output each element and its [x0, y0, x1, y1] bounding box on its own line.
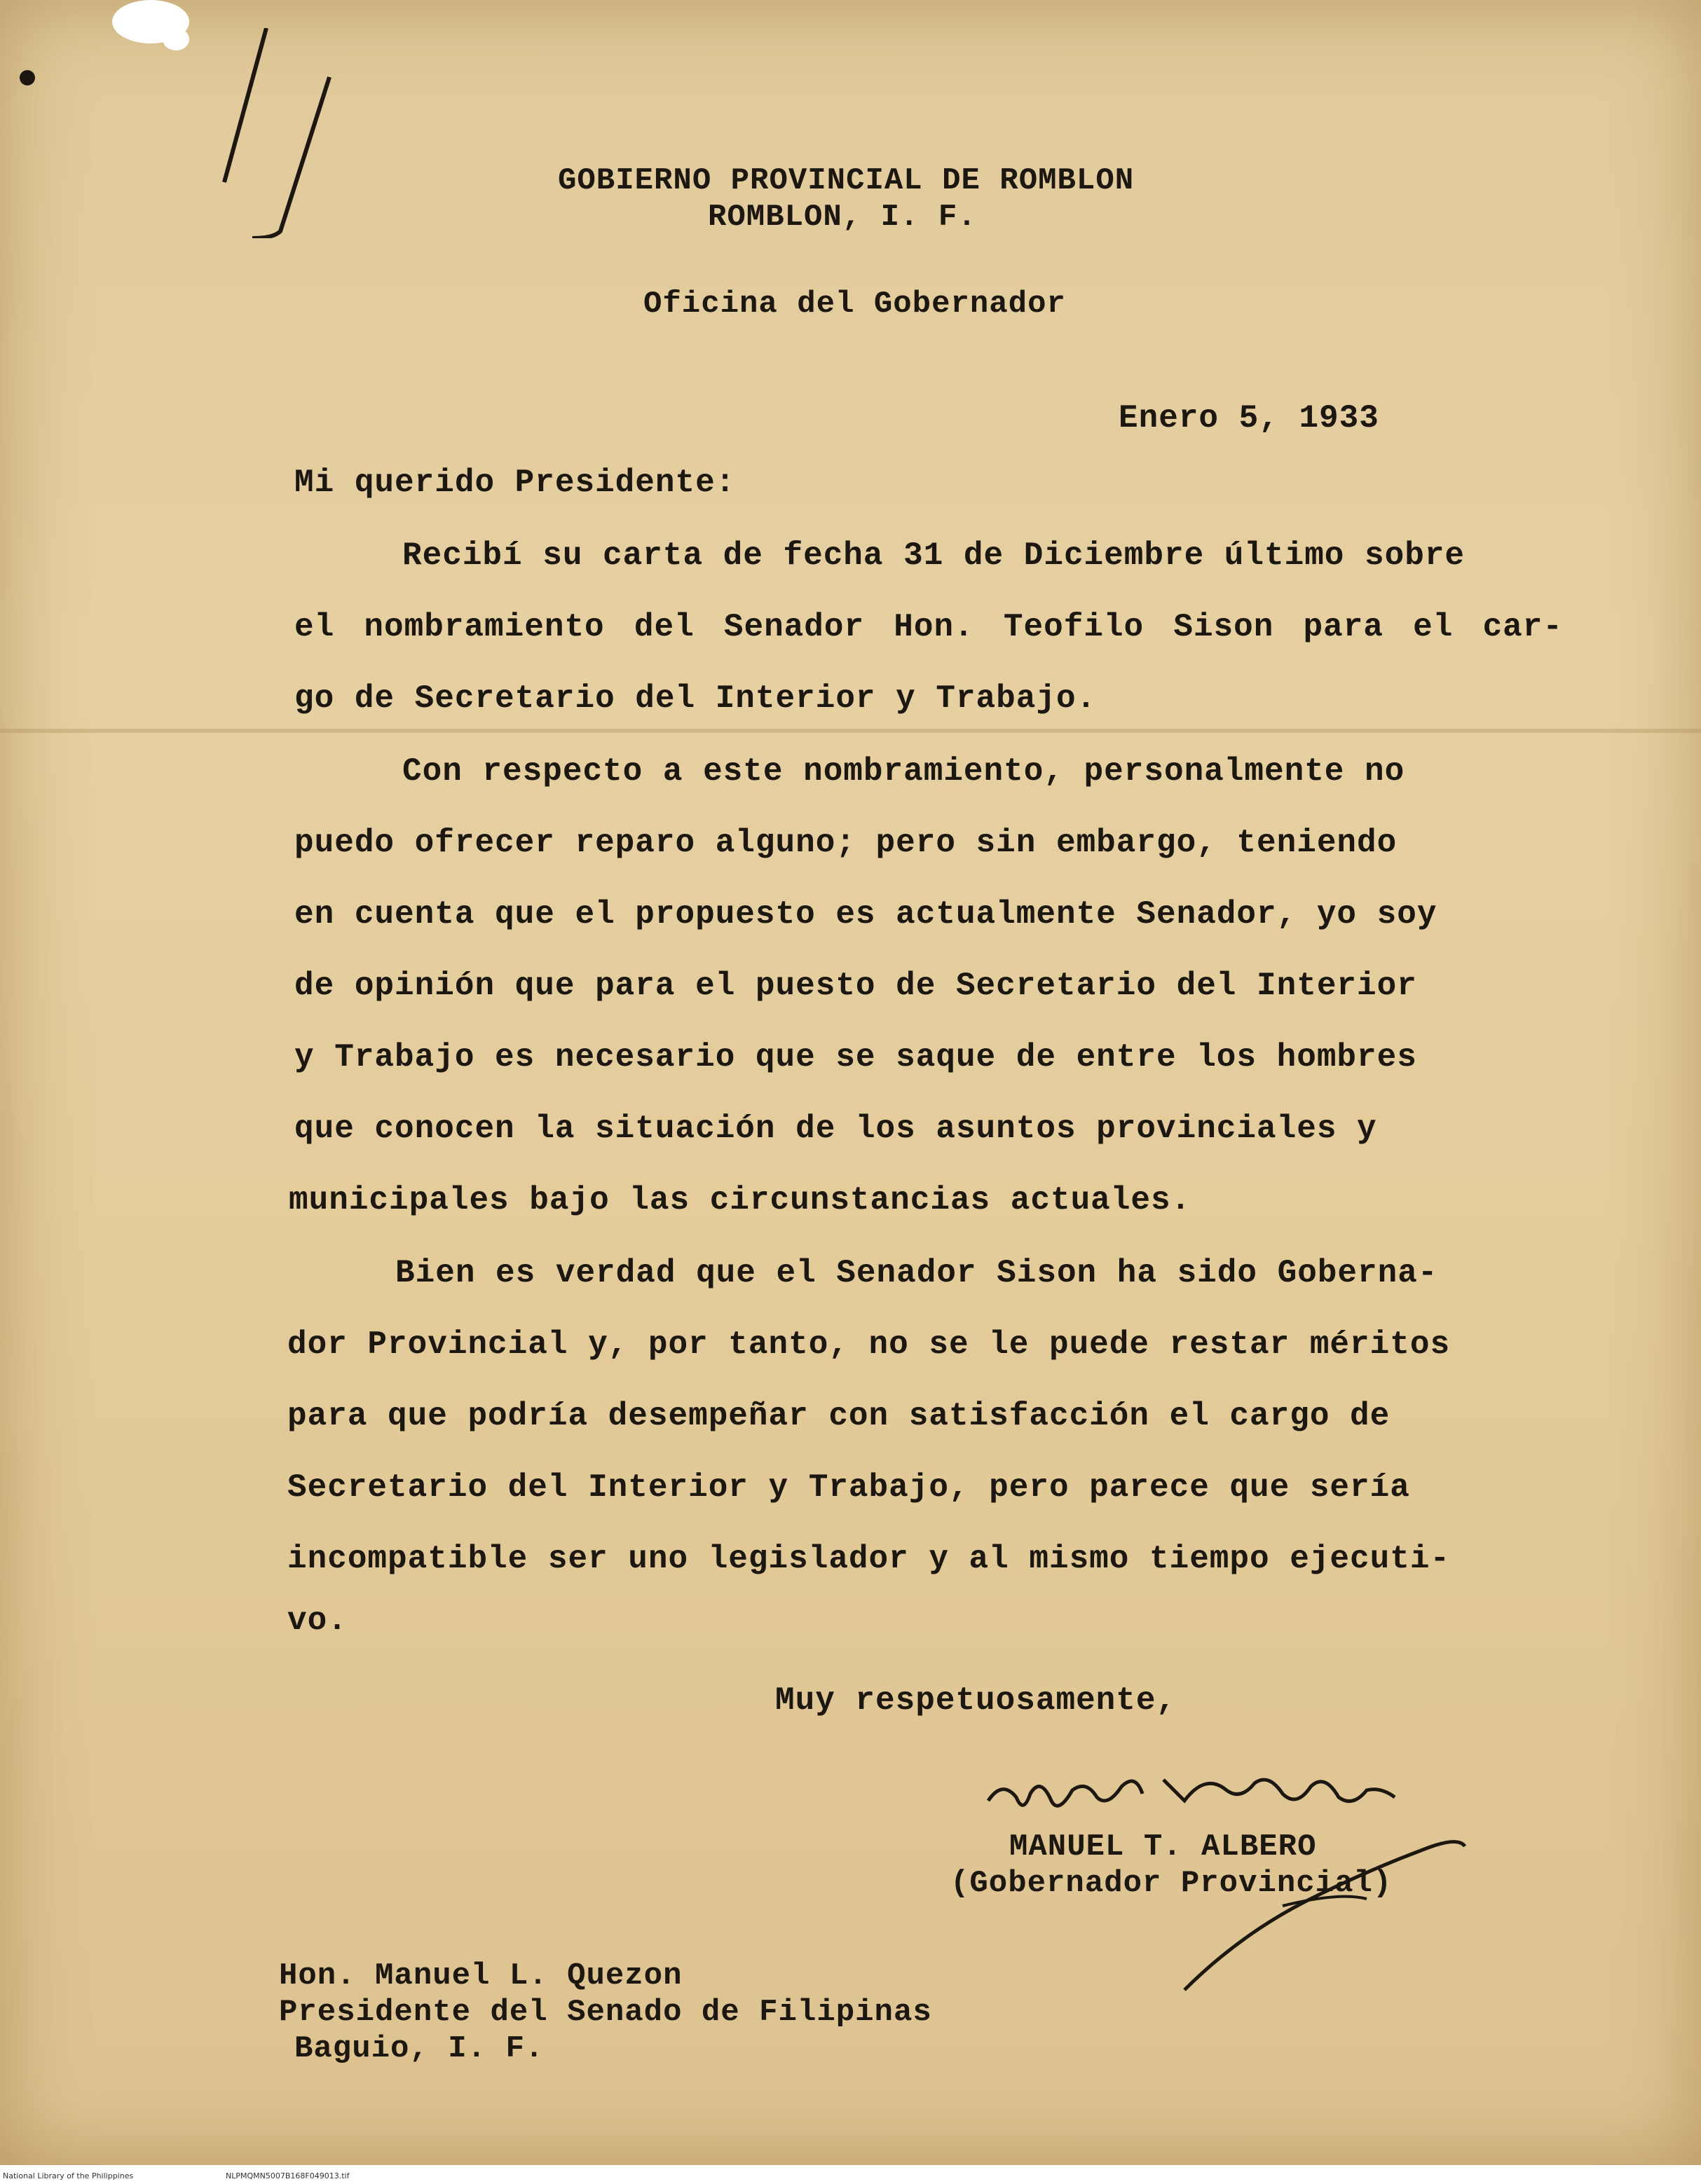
punch-hole-small [163, 28, 189, 50]
letterhead-office: Oficina del Gobernador [643, 287, 1066, 322]
body-line: para que podría desempeñar con satisfacción el cargo de [287, 1398, 1391, 1434]
signer-title: (Gobernador Provincial) [950, 1866, 1393, 1901]
body-line: Recibí su carta de fecha 31 de Diciembre último sobre [402, 537, 1466, 574]
body-line: Con respecto a este nombramiento, personalmente no [402, 753, 1405, 790]
body-line: el nombramiento del Senador Hon. Teofilo Sison para el car- [294, 609, 1563, 645]
letterhead-line2: ROMBLON, I. F. [708, 200, 977, 235]
salutation: Mi querido Presidente: [294, 465, 736, 501]
footer-institution: National Library of the Philippines [3, 2171, 134, 2180]
body-line: de opinión que para el puesto de Secretario del Interior [294, 968, 1417, 1004]
letterhead-line1: GOBIERNO PROVINCIAL DE ROMBLON [558, 163, 1135, 198]
body-line: puedo ofrecer reparo alguno; pero sin embargo, teniendo [294, 825, 1398, 861]
body-line: Bien es verdad que el Senador Sison ha sido Goberna- [395, 1255, 1438, 1291]
body-line: que conocen la situación de los asuntos provinciales y [294, 1111, 1377, 1147]
footer-filename: NLPMQMN5007B168F049013.tif [226, 2171, 350, 2180]
body-line: municipales bajo las circunstancias actuales. [289, 1182, 1191, 1218]
recipient-line2: Presidente del Senado de Filipinas [279, 1995, 932, 2030]
signer-name: MANUEL T. ALBERO [1009, 1829, 1317, 1864]
body-line: incompatible ser uno legislador y al mismo tiempo ejecuti- [287, 1541, 1451, 1577]
letter-date: Enero 5, 1933 [1119, 400, 1379, 437]
paper-fold-line [0, 729, 1701, 733]
body-line: en cuenta que el propuesto es actualmente Senador, yo soy [294, 896, 1437, 933]
closing: Muy respetuosamente, [775, 1682, 1177, 1719]
body-line: y Trabajo es necesario que se saque de entre los hombres [294, 1039, 1417, 1076]
body-line: Secretario del Interior y Trabajo, pero parece que sería [287, 1469, 1410, 1506]
body-line: vo. [287, 1602, 348, 1639]
ink-dot [20, 70, 35, 85]
recipient-line3: Baguio, I. F. [294, 2031, 545, 2066]
paperclip-mark [210, 28, 336, 238]
body-line: go de Secretario del Interior y Trabajo. [294, 680, 1097, 717]
body-line: dor Provincial y, por tanto, no se le puede restar méritos [287, 1326, 1451, 1363]
recipient-line1: Hon. Manuel L. Quezon [279, 1958, 683, 1993]
